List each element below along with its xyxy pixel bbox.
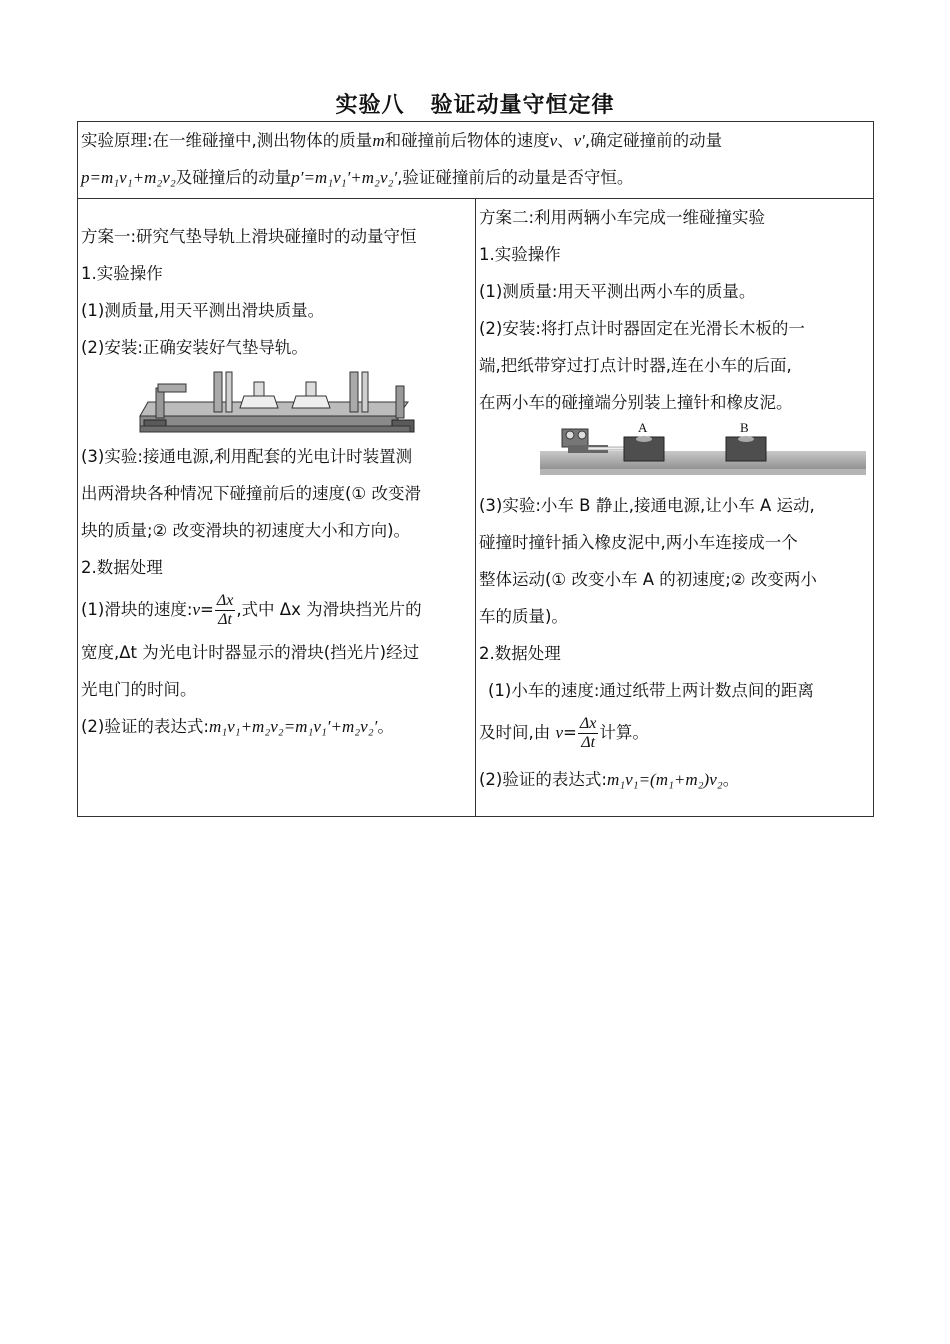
plan2-d1-eq: = — [563, 723, 577, 742]
plan2-op3-line2: 碰撞时撞针插入橡皮泥中,两小车连接成一个 — [479, 533, 798, 552]
cart-a-label: A — [638, 421, 648, 435]
page-title — [0, 88, 950, 119]
plan1-heading: 方案一:研究气垫导轨上滑块碰撞时的动量守恒 — [81, 227, 417, 246]
plan2-data-title: 2.数据处理 — [479, 644, 561, 663]
plan2-op-title: 1.实验操作 — [479, 245, 561, 264]
plan1-op3-line1: (3)实验:接通电源,利用配套的光电计时装置测 — [81, 447, 413, 466]
momentum-before-formula: p=m₁v₁+m₂v₂ — [81, 168, 176, 187]
fraction-numerator: Δx — [579, 715, 597, 732]
velocity-prime-symbol: v′ — [573, 131, 585, 150]
plan1-cell — [78, 199, 476, 817]
title-part-b: 验证动量守恒定律 — [430, 93, 615, 118]
principle-text-a: 实验原理:在一维碰撞中,测出物体的质量 — [81, 131, 373, 150]
experiment-table — [77, 121, 874, 817]
plan1-d1-eq: = — [199, 600, 214, 619]
principle-line-2 — [78, 159, 873, 196]
plan2-d1-v: v — [555, 723, 564, 742]
cart-b-label: B — [740, 421, 749, 435]
plan2-op1: (1)测质量:用天平测出两小车的质量。 — [479, 282, 756, 301]
title-part-a: 实验八 — [335, 93, 405, 118]
carts-figure — [476, 421, 873, 487]
fraction-numerator: Δx — [216, 592, 234, 609]
plans-row — [78, 199, 874, 817]
air-track-figure — [78, 366, 475, 438]
carts-diagram — [476, 421, 870, 487]
plan1-d2-end: 。 — [377, 717, 394, 736]
plan1-velocity-fraction — [215, 592, 236, 629]
mass-symbol: m — [372, 131, 385, 150]
plan1-d2-label: (2)验证的表达式: — [81, 717, 209, 736]
plan1-d2-expression: m₁v₁+m₂v₂=m₁v₁′+m₂v₂′ — [208, 717, 378, 736]
plan1-d1-text-b: ,式中 Δx 为滑块挡光片的 — [236, 600, 422, 619]
principle-row — [78, 122, 874, 199]
plan1-op2: (2)安装:正确安装好气垫导轨。 — [81, 338, 308, 357]
plan2-data1-line1: (1)小车的速度:通过纸带上两计数点间的距离 — [488, 681, 814, 700]
plan2-d2-label: (2)验证的表达式: — [479, 770, 607, 789]
plan1-data1-line1 — [78, 586, 475, 634]
plan2-d1-text-b: 计算。 — [599, 723, 649, 742]
momentum-after-formula: p′=m₁v₁′+m₂v₂′ — [291, 168, 398, 187]
plan2-op2-line2: 端,把纸带穿过打点计时器,连在小车的后面, — [479, 356, 792, 375]
principle-text-c: ,确定碰撞前的动量 — [584, 131, 723, 150]
plan2-op3-line4: 车的质量)。 — [479, 607, 568, 626]
fraction-denominator: Δt — [218, 611, 232, 628]
plan2-d1-text-a: 及时间,由 — [479, 723, 551, 742]
plan1-d1-text-a: (1)滑块的速度: — [81, 600, 193, 619]
plan2-op3-line3: 整体运动(① 改变小车 A 的初速度;② 改变两小 — [479, 570, 817, 589]
plan1-op1: (1)测质量,用天平测出滑块质量。 — [81, 301, 325, 320]
plan2-d2-expression: m₁v₁=(m₁+m₂)v₂ — [606, 770, 723, 789]
principle-line-1 — [78, 122, 873, 159]
air-track-diagram — [78, 366, 479, 438]
principle-text-b: 和碰撞前后物体的速度 — [384, 131, 550, 150]
plan2-velocity-fraction — [578, 715, 599, 752]
plan2-data2 — [476, 757, 873, 803]
plan1-d1-v: v — [192, 600, 200, 619]
plan2-heading: 方案二:利用两辆小车完成一维碰撞实验 — [479, 208, 766, 227]
plan1-op3-line2: 出两滑块各种情况下碰撞前后的速度(① 改变滑 — [81, 484, 421, 503]
plan2-d2-end: 。 — [722, 770, 740, 789]
principle-text-e: ,验证碰撞前后的动量是否守恒。 — [397, 168, 634, 187]
principle-text-d: 及碰撞后的动量 — [175, 168, 292, 187]
plan2-data1-line2 — [476, 709, 873, 757]
plan2-cell — [476, 199, 874, 817]
plan1-op-title: 1.实验操作 — [81, 264, 163, 283]
separator: 、 — [557, 131, 574, 150]
plan1-data-title: 2.数据处理 — [81, 558, 163, 577]
fraction-denominator: Δt — [581, 734, 596, 751]
plan2-op2-line3: 在两小车的碰撞端分别装上撞针和橡皮泥。 — [479, 393, 793, 412]
plan1-op3-line3: 块的质量;② 改变滑块的初速度大小和方向)。 — [81, 521, 411, 540]
plan2-op2-line1: (2)安装:将打点计时器固定在光滑长木板的一 — [479, 319, 805, 338]
principle-cell — [78, 122, 874, 199]
plan1-data1-line2: 宽度,Δt 为光电计时器显示的滑块(挡光片)经过 — [81, 643, 420, 662]
plan1-data2 — [78, 708, 475, 745]
plan1-data1-line3: 光电门的时间。 — [81, 680, 197, 699]
plan2-op3-line1: (3)实验:小车 B 静止,接通电源,让小车 A 运动, — [479, 496, 815, 515]
velocity-symbol: v — [549, 131, 558, 150]
